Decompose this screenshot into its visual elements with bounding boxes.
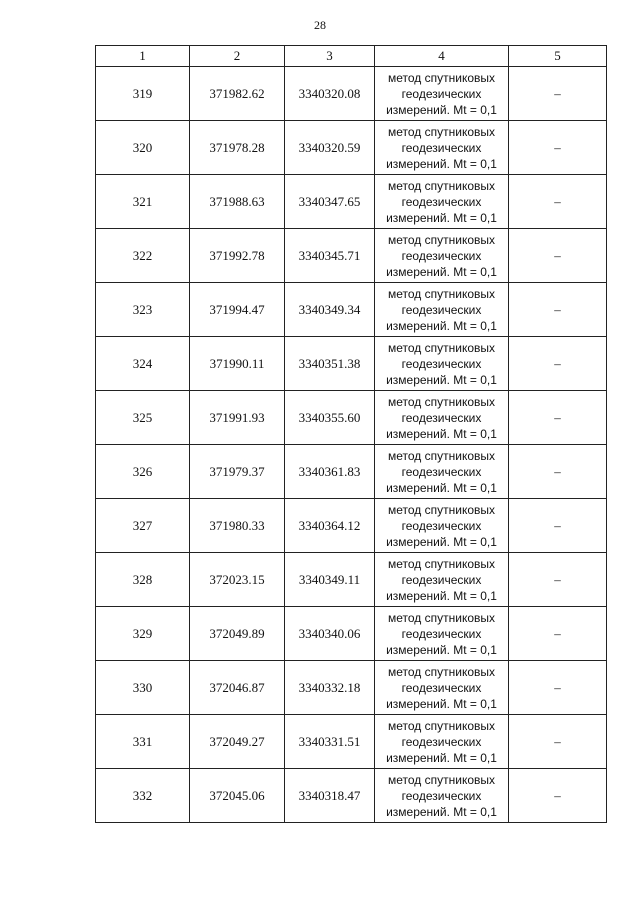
y-coordinate-cell: 3340351.38 <box>285 337 375 391</box>
method-cell <box>375 121 509 175</box>
x-coordinate-cell: 371991.93 <box>190 391 285 445</box>
point-number-cell: 324 <box>96 337 190 391</box>
table-header-row <box>96 46 607 67</box>
method-cell <box>375 499 509 553</box>
column-header-3: 3 <box>285 46 375 67</box>
method-line: измерений. Mt = 0,1 <box>386 264 497 279</box>
y-coordinate-cell: 3340364.12 <box>285 499 375 553</box>
method-cell <box>375 661 509 715</box>
method-line: метод спутниковых <box>387 178 495 193</box>
method-line: метод спутниковых <box>387 664 495 679</box>
point-number-cell: 332 <box>96 769 190 823</box>
table-row <box>96 391 607 445</box>
method-cell <box>375 283 509 337</box>
x-coordinate-cell: 372046.87 <box>190 661 285 715</box>
table-row <box>96 607 607 661</box>
method-cell <box>375 769 509 823</box>
point-number-cell: 330 <box>96 661 190 715</box>
table-row <box>96 661 607 715</box>
method-line: измерений. Mt = 0,1 <box>386 372 497 387</box>
point-number-cell: 325 <box>96 391 190 445</box>
method-line: геодезических <box>401 410 482 425</box>
method-line: измерений. Mt = 0,1 <box>386 480 497 495</box>
method-line: метод спутниковых <box>387 70 495 85</box>
method-cell <box>375 607 509 661</box>
column-header-5: 5 <box>509 46 607 67</box>
note-cell: – <box>509 445 607 499</box>
method-line: геодезических <box>401 518 482 533</box>
method-line: измерений. Mt = 0,1 <box>386 588 497 603</box>
method-line: геодезических <box>401 680 482 695</box>
method-cell <box>375 175 509 229</box>
method-cell <box>375 553 509 607</box>
method-line: геодезических <box>401 626 482 641</box>
method-line: геодезических <box>401 572 482 587</box>
note-cell: – <box>509 715 607 769</box>
method-line: геодезических <box>401 302 482 317</box>
note-cell: – <box>509 121 607 175</box>
method-cell <box>375 229 509 283</box>
y-coordinate-cell: 3340349.11 <box>285 553 375 607</box>
note-cell: – <box>509 337 607 391</box>
method-line: метод спутниковых <box>387 286 495 301</box>
note-cell: – <box>509 661 607 715</box>
note-cell: – <box>509 283 607 337</box>
note-cell: – <box>509 769 607 823</box>
x-coordinate-cell: 372023.15 <box>190 553 285 607</box>
point-number-cell: 327 <box>96 499 190 553</box>
point-number-cell: 329 <box>96 607 190 661</box>
y-coordinate-cell: 3340318.47 <box>285 769 375 823</box>
table-row <box>96 121 607 175</box>
table-row <box>96 553 607 607</box>
method-line: измерений. Mt = 0,1 <box>386 696 497 711</box>
method-line: геодезических <box>401 356 482 371</box>
x-coordinate-cell: 371990.11 <box>190 337 285 391</box>
table-row <box>96 499 607 553</box>
method-line: измерений. Mt = 0,1 <box>386 156 497 171</box>
point-number-cell: 320 <box>96 121 190 175</box>
point-number-cell: 326 <box>96 445 190 499</box>
x-coordinate-cell: 371982.62 <box>190 67 285 121</box>
method-line: метод спутниковых <box>387 124 495 139</box>
method-line: измерений. Mt = 0,1 <box>386 534 497 549</box>
y-coordinate-cell: 3340332.18 <box>285 661 375 715</box>
method-line: метод спутниковых <box>387 556 495 571</box>
table-row <box>96 715 607 769</box>
method-line: метод спутниковых <box>387 232 495 247</box>
table-row <box>96 229 607 283</box>
x-coordinate-cell: 371988.63 <box>190 175 285 229</box>
y-coordinate-cell: 3340320.08 <box>285 67 375 121</box>
x-coordinate-cell: 372049.27 <box>190 715 285 769</box>
x-coordinate-cell: 371994.47 <box>190 283 285 337</box>
page-number: 28 <box>314 18 326 32</box>
table-row <box>96 175 607 229</box>
point-number-cell: 328 <box>96 553 190 607</box>
note-cell: – <box>509 391 607 445</box>
method-line: геодезических <box>401 734 482 749</box>
method-line: метод спутниковых <box>387 502 495 517</box>
table-body <box>96 67 607 823</box>
table-row <box>96 67 607 121</box>
method-line: метод спутниковых <box>387 718 495 733</box>
note-cell: – <box>509 175 607 229</box>
x-coordinate-cell: 371978.28 <box>190 121 285 175</box>
method-line: геодезических <box>401 86 482 101</box>
method-line: метод спутниковых <box>387 772 495 787</box>
method-line: метод спутниковых <box>387 394 495 409</box>
table-row <box>96 769 607 823</box>
y-coordinate-cell: 3340320.59 <box>285 121 375 175</box>
note-cell: – <box>509 499 607 553</box>
x-coordinate-cell: 372045.06 <box>190 769 285 823</box>
column-header-4: 4 <box>375 46 509 67</box>
point-number-cell: 331 <box>96 715 190 769</box>
y-coordinate-cell: 3340355.60 <box>285 391 375 445</box>
column-header-2: 2 <box>190 46 285 67</box>
method-line: измерений. Mt = 0,1 <box>386 210 497 225</box>
y-coordinate-cell: 3340361.83 <box>285 445 375 499</box>
method-line: метод спутниковых <box>387 340 495 355</box>
method-line: измерений. Mt = 0,1 <box>386 102 497 117</box>
method-line: геодезических <box>401 248 482 263</box>
x-coordinate-cell: 371992.78 <box>190 229 285 283</box>
note-cell: – <box>509 67 607 121</box>
method-cell <box>375 391 509 445</box>
x-coordinate-cell: 371980.33 <box>190 499 285 553</box>
method-line: геодезических <box>401 464 482 479</box>
method-line: измерений. Mt = 0,1 <box>386 804 497 819</box>
method-line: геодезических <box>401 194 482 209</box>
method-line: метод спутниковых <box>387 610 495 625</box>
method-line: измерений. Mt = 0,1 <box>386 426 497 441</box>
table-row <box>96 445 607 499</box>
method-line: измерений. Mt = 0,1 <box>386 642 497 657</box>
point-number-cell: 319 <box>96 67 190 121</box>
x-coordinate-cell: 371979.37 <box>190 445 285 499</box>
y-coordinate-cell: 3340345.71 <box>285 229 375 283</box>
method-cell <box>375 337 509 391</box>
table-row <box>96 283 607 337</box>
method-cell <box>375 445 509 499</box>
coordinates-table <box>95 45 607 823</box>
point-number-cell: 321 <box>96 175 190 229</box>
method-line: измерений. Mt = 0,1 <box>386 750 497 765</box>
y-coordinate-cell: 3340347.65 <box>285 175 375 229</box>
note-cell: – <box>509 553 607 607</box>
method-line: геодезических <box>401 140 482 155</box>
column-header-1: 1 <box>96 46 190 67</box>
x-coordinate-cell: 372049.89 <box>190 607 285 661</box>
point-number-cell: 323 <box>96 283 190 337</box>
method-line: метод спутниковых <box>387 448 495 463</box>
y-coordinate-cell: 3340349.34 <box>285 283 375 337</box>
point-number-cell: 322 <box>96 229 190 283</box>
table-row <box>96 337 607 391</box>
method-line: измерений. Mt = 0,1 <box>386 318 497 333</box>
method-cell <box>375 715 509 769</box>
y-coordinate-cell: 3340340.06 <box>285 607 375 661</box>
note-cell: – <box>509 229 607 283</box>
method-cell <box>375 67 509 121</box>
note-cell: – <box>509 607 607 661</box>
method-line: геодезических <box>401 788 482 803</box>
y-coordinate-cell: 3340331.51 <box>285 715 375 769</box>
